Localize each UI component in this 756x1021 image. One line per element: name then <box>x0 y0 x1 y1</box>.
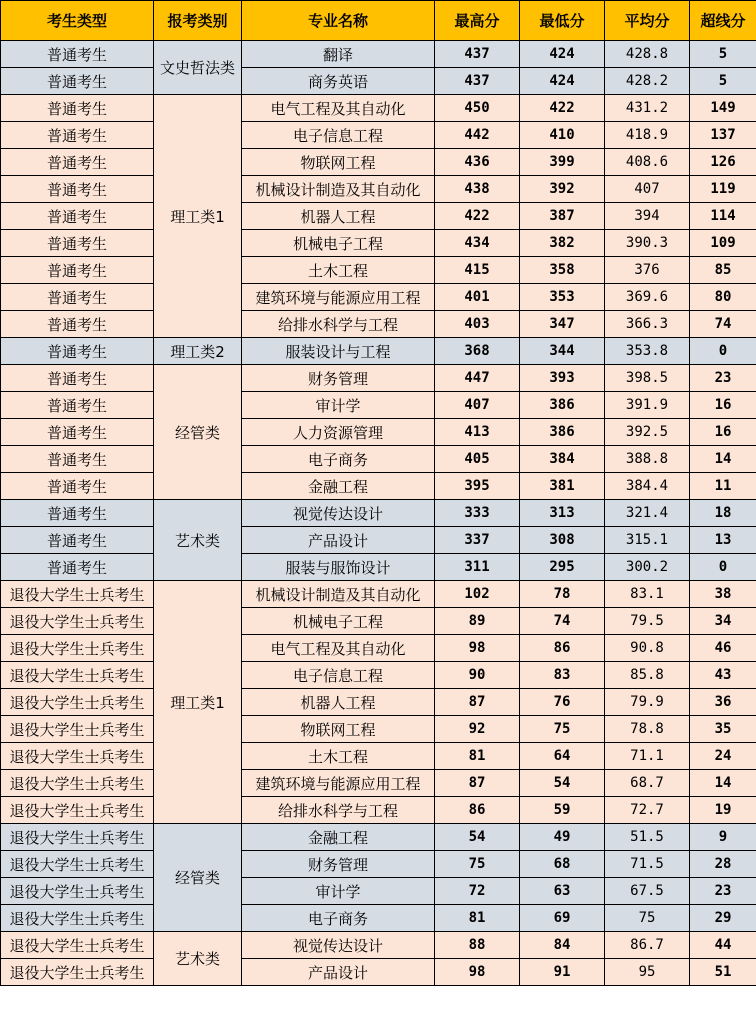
table-row <box>1 203 756 230</box>
max-score-cell: 98 <box>435 635 520 662</box>
over-line-cell: 126 <box>690 149 756 176</box>
candidate-type-cell: 退役大学生士兵考生 <box>1 743 154 770</box>
min-score-cell: 308 <box>520 527 605 554</box>
min-score-cell: 76 <box>520 689 605 716</box>
over-line-cell: 18 <box>690 500 756 527</box>
max-score-cell: 88 <box>435 932 520 959</box>
candidate-type-cell: 普通考生 <box>1 176 154 203</box>
candidate-type-cell: 退役大学生士兵考生 <box>1 797 154 824</box>
table-row <box>1 689 756 716</box>
max-score-cell: 92 <box>435 716 520 743</box>
over-line-cell: 51 <box>690 959 756 986</box>
max-score-cell: 395 <box>435 473 520 500</box>
avg-score-cell: 95 <box>605 959 690 986</box>
avg-score-cell: 394 <box>605 203 690 230</box>
major-cell: 机械设计制造及其自动化 <box>242 176 435 203</box>
max-score-cell: 450 <box>435 95 520 122</box>
major-cell: 机器人工程 <box>242 203 435 230</box>
max-score-cell: 102 <box>435 581 520 608</box>
min-score-cell: 344 <box>520 338 605 365</box>
avg-score-cell: 428.2 <box>605 68 690 95</box>
over-line-cell: 114 <box>690 203 756 230</box>
max-score-cell: 415 <box>435 257 520 284</box>
over-line-cell: 149 <box>690 95 756 122</box>
max-score-cell: 81 <box>435 743 520 770</box>
min-score-cell: 68 <box>520 851 605 878</box>
min-score-cell: 424 <box>520 41 605 68</box>
max-score-cell: 333 <box>435 500 520 527</box>
table-row <box>1 770 756 797</box>
max-score-cell: 81 <box>435 905 520 932</box>
avg-score-cell: 300.2 <box>605 554 690 581</box>
min-score-cell: 64 <box>520 743 605 770</box>
major-cell: 机械电子工程 <box>242 230 435 257</box>
candidate-type-cell: 普通考生 <box>1 311 154 338</box>
candidate-type-cell: 普通考生 <box>1 527 154 554</box>
major-cell: 给排水科学与工程 <box>242 797 435 824</box>
table-row <box>1 41 756 68</box>
major-cell: 金融工程 <box>242 824 435 851</box>
table-row <box>1 338 756 365</box>
header-candidate-type: 考生类型 <box>1 1 154 41</box>
candidate-type-cell: 普通考生 <box>1 95 154 122</box>
table-row <box>1 176 756 203</box>
candidate-type-cell: 普通考生 <box>1 446 154 473</box>
table-row <box>1 608 756 635</box>
major-cell: 产品设计 <box>242 527 435 554</box>
over-line-cell: 74 <box>690 311 756 338</box>
table-row <box>1 392 756 419</box>
major-cell: 商务英语 <box>242 68 435 95</box>
avg-score-cell: 83.1 <box>605 581 690 608</box>
table-row <box>1 95 756 122</box>
major-cell: 给排水科学与工程 <box>242 311 435 338</box>
over-line-cell: 43 <box>690 662 756 689</box>
avg-score-cell: 78.8 <box>605 716 690 743</box>
over-line-cell: 13 <box>690 527 756 554</box>
avg-score-cell: 79.9 <box>605 689 690 716</box>
over-line-cell: 0 <box>690 338 756 365</box>
min-score-cell: 386 <box>520 392 605 419</box>
over-line-cell: 38 <box>690 581 756 608</box>
candidate-type-cell: 普通考生 <box>1 257 154 284</box>
table-row <box>1 419 756 446</box>
candidate-type-cell: 退役大学生士兵考生 <box>1 581 154 608</box>
table-row <box>1 446 756 473</box>
table-body <box>1 41 756 986</box>
header-category: 报考类别 <box>154 1 242 41</box>
over-line-cell: 9 <box>690 824 756 851</box>
min-score-cell: 381 <box>520 473 605 500</box>
header-major: 专业名称 <box>242 1 435 41</box>
candidate-type-cell: 普通考生 <box>1 365 154 392</box>
avg-score-cell: 86.7 <box>605 932 690 959</box>
candidate-type-cell: 退役大学生士兵考生 <box>1 824 154 851</box>
avg-score-cell: 376 <box>605 257 690 284</box>
major-cell: 人力资源管理 <box>242 419 435 446</box>
avg-score-cell: 75 <box>605 905 690 932</box>
header-over-line: 超线分 <box>690 1 756 41</box>
table-row <box>1 284 756 311</box>
table-row <box>1 851 756 878</box>
over-line-cell: 19 <box>690 797 756 824</box>
min-score-cell: 86 <box>520 635 605 662</box>
max-score-cell: 436 <box>435 149 520 176</box>
candidate-type-cell: 退役大学生士兵考生 <box>1 608 154 635</box>
candidate-type-cell: 普通考生 <box>1 392 154 419</box>
major-cell: 服装设计与工程 <box>242 338 435 365</box>
table-row <box>1 716 756 743</box>
table-row <box>1 311 756 338</box>
table-row <box>1 635 756 662</box>
candidate-type-cell: 退役大学生士兵考生 <box>1 851 154 878</box>
major-cell: 审计学 <box>242 392 435 419</box>
min-score-cell: 91 <box>520 959 605 986</box>
avg-score-cell: 428.8 <box>605 41 690 68</box>
avg-score-cell: 72.7 <box>605 797 690 824</box>
candidate-type-cell: 普通考生 <box>1 41 154 68</box>
min-score-cell: 393 <box>520 365 605 392</box>
over-line-cell: 85 <box>690 257 756 284</box>
min-score-cell: 63 <box>520 878 605 905</box>
max-score-cell: 311 <box>435 554 520 581</box>
min-score-cell: 83 <box>520 662 605 689</box>
over-line-cell: 29 <box>690 905 756 932</box>
major-cell: 土木工程 <box>242 743 435 770</box>
table-row <box>1 500 756 527</box>
over-line-cell: 5 <box>690 41 756 68</box>
category-cell: 理工类2 <box>154 338 242 365</box>
candidate-type-cell: 退役大学生士兵考生 <box>1 905 154 932</box>
min-score-cell: 313 <box>520 500 605 527</box>
avg-score-cell: 315.1 <box>605 527 690 554</box>
min-score-cell: 54 <box>520 770 605 797</box>
avg-score-cell: 85.8 <box>605 662 690 689</box>
max-score-cell: 75 <box>435 851 520 878</box>
over-line-cell: 35 <box>690 716 756 743</box>
major-cell: 财务管理 <box>242 851 435 878</box>
header-row <box>1 1 756 41</box>
major-cell: 财务管理 <box>242 365 435 392</box>
over-line-cell: 80 <box>690 284 756 311</box>
over-line-cell: 16 <box>690 392 756 419</box>
over-line-cell: 0 <box>690 554 756 581</box>
over-line-cell: 44 <box>690 932 756 959</box>
candidate-type-cell: 退役大学生士兵考生 <box>1 959 154 986</box>
header-avg-score: 平均分 <box>605 1 690 41</box>
candidate-type-cell: 普通考生 <box>1 230 154 257</box>
min-score-cell: 386 <box>520 419 605 446</box>
avg-score-cell: 353.8 <box>605 338 690 365</box>
candidate-type-cell: 退役大学生士兵考生 <box>1 932 154 959</box>
max-score-cell: 86 <box>435 797 520 824</box>
candidate-type-cell: 普通考生 <box>1 203 154 230</box>
max-score-cell: 368 <box>435 338 520 365</box>
avg-score-cell: 390.3 <box>605 230 690 257</box>
max-score-cell: 87 <box>435 689 520 716</box>
table-row <box>1 257 756 284</box>
avg-score-cell: 71.5 <box>605 851 690 878</box>
candidate-type-cell: 普通考生 <box>1 338 154 365</box>
max-score-cell: 422 <box>435 203 520 230</box>
major-cell: 电子信息工程 <box>242 122 435 149</box>
min-score-cell: 74 <box>520 608 605 635</box>
candidate-type-cell: 普通考生 <box>1 473 154 500</box>
min-score-cell: 392 <box>520 176 605 203</box>
avg-score-cell: 388.8 <box>605 446 690 473</box>
major-cell: 机器人工程 <box>242 689 435 716</box>
min-score-cell: 424 <box>520 68 605 95</box>
max-score-cell: 90 <box>435 662 520 689</box>
table-row <box>1 230 756 257</box>
major-cell: 电子商务 <box>242 905 435 932</box>
max-score-cell: 54 <box>435 824 520 851</box>
table-row <box>1 122 756 149</box>
avg-score-cell: 321.4 <box>605 500 690 527</box>
avg-score-cell: 67.5 <box>605 878 690 905</box>
max-score-cell: 447 <box>435 365 520 392</box>
min-score-cell: 295 <box>520 554 605 581</box>
table-row <box>1 365 756 392</box>
avg-score-cell: 90.8 <box>605 635 690 662</box>
over-line-cell: 137 <box>690 122 756 149</box>
max-score-cell: 434 <box>435 230 520 257</box>
over-line-cell: 46 <box>690 635 756 662</box>
table-row <box>1 581 756 608</box>
table-row <box>1 527 756 554</box>
candidate-type-cell: 退役大学生士兵考生 <box>1 689 154 716</box>
table-header <box>1 1 756 41</box>
min-score-cell: 384 <box>520 446 605 473</box>
over-line-cell: 119 <box>690 176 756 203</box>
min-score-cell: 399 <box>520 149 605 176</box>
avg-score-cell: 369.6 <box>605 284 690 311</box>
min-score-cell: 353 <box>520 284 605 311</box>
candidate-type-cell: 普通考生 <box>1 554 154 581</box>
avg-score-cell: 418.9 <box>605 122 690 149</box>
table-row <box>1 905 756 932</box>
min-score-cell: 78 <box>520 581 605 608</box>
table-row <box>1 932 756 959</box>
major-cell: 翻译 <box>242 41 435 68</box>
table-row <box>1 824 756 851</box>
candidate-type-cell: 退役大学生士兵考生 <box>1 662 154 689</box>
major-cell: 建筑环境与能源应用工程 <box>242 770 435 797</box>
major-cell: 电气工程及其自动化 <box>242 95 435 122</box>
major-cell: 电子商务 <box>242 446 435 473</box>
candidate-type-cell: 退役大学生士兵考生 <box>1 716 154 743</box>
avg-score-cell: 392.5 <box>605 419 690 446</box>
category-cell: 理工类1 <box>154 95 242 338</box>
over-line-cell: 11 <box>690 473 756 500</box>
table-row <box>1 959 756 986</box>
category-cell: 文史哲法类 <box>154 41 242 95</box>
max-score-cell: 337 <box>435 527 520 554</box>
category-cell: 经管类 <box>154 365 242 500</box>
avg-score-cell: 68.7 <box>605 770 690 797</box>
major-cell: 机械电子工程 <box>242 608 435 635</box>
max-score-cell: 401 <box>435 284 520 311</box>
max-score-cell: 89 <box>435 608 520 635</box>
category-cell: 理工类1 <box>154 581 242 824</box>
table-row <box>1 743 756 770</box>
major-cell: 电子信息工程 <box>242 662 435 689</box>
max-score-cell: 438 <box>435 176 520 203</box>
category-cell: 经管类 <box>154 824 242 932</box>
min-score-cell: 69 <box>520 905 605 932</box>
header-max-score: 最高分 <box>435 1 520 41</box>
min-score-cell: 84 <box>520 932 605 959</box>
max-score-cell: 403 <box>435 311 520 338</box>
major-cell: 建筑环境与能源应用工程 <box>242 284 435 311</box>
avg-score-cell: 51.5 <box>605 824 690 851</box>
header-min-score: 最低分 <box>520 1 605 41</box>
major-cell: 物联网工程 <box>242 149 435 176</box>
over-line-cell: 36 <box>690 689 756 716</box>
table-row <box>1 149 756 176</box>
max-score-cell: 98 <box>435 959 520 986</box>
over-line-cell: 23 <box>690 878 756 905</box>
over-line-cell: 109 <box>690 230 756 257</box>
min-score-cell: 75 <box>520 716 605 743</box>
candidate-type-cell: 普通考生 <box>1 149 154 176</box>
candidate-type-cell: 退役大学生士兵考生 <box>1 635 154 662</box>
candidate-type-cell: 普通考生 <box>1 284 154 311</box>
max-score-cell: 413 <box>435 419 520 446</box>
min-score-cell: 382 <box>520 230 605 257</box>
max-score-cell: 87 <box>435 770 520 797</box>
max-score-cell: 437 <box>435 41 520 68</box>
min-score-cell: 387 <box>520 203 605 230</box>
min-score-cell: 358 <box>520 257 605 284</box>
candidate-type-cell: 退役大学生士兵考生 <box>1 878 154 905</box>
max-score-cell: 407 <box>435 392 520 419</box>
table-row <box>1 878 756 905</box>
max-score-cell: 72 <box>435 878 520 905</box>
over-line-cell: 14 <box>690 770 756 797</box>
major-cell: 土木工程 <box>242 257 435 284</box>
avg-score-cell: 366.3 <box>605 311 690 338</box>
table-row <box>1 68 756 95</box>
avg-score-cell: 384.4 <box>605 473 690 500</box>
avg-score-cell: 431.2 <box>605 95 690 122</box>
candidate-type-cell: 普通考生 <box>1 500 154 527</box>
over-line-cell: 16 <box>690 419 756 446</box>
over-line-cell: 14 <box>690 446 756 473</box>
min-score-cell: 347 <box>520 311 605 338</box>
major-cell: 物联网工程 <box>242 716 435 743</box>
category-cell: 艺术类 <box>154 932 242 986</box>
table-row <box>1 473 756 500</box>
major-cell: 电气工程及其自动化 <box>242 635 435 662</box>
max-score-cell: 405 <box>435 446 520 473</box>
major-cell: 视觉传达设计 <box>242 932 435 959</box>
major-cell: 机械设计制造及其自动化 <box>242 581 435 608</box>
category-cell: 艺术类 <box>154 500 242 581</box>
avg-score-cell: 407 <box>605 176 690 203</box>
candidate-type-cell: 普通考生 <box>1 68 154 95</box>
major-cell: 视觉传达设计 <box>242 500 435 527</box>
table-row <box>1 554 756 581</box>
avg-score-cell: 79.5 <box>605 608 690 635</box>
max-score-cell: 437 <box>435 68 520 95</box>
avg-score-cell: 398.5 <box>605 365 690 392</box>
over-line-cell: 28 <box>690 851 756 878</box>
candidate-type-cell: 普通考生 <box>1 122 154 149</box>
candidate-type-cell: 普通考生 <box>1 419 154 446</box>
over-line-cell: 23 <box>690 365 756 392</box>
avg-score-cell: 71.1 <box>605 743 690 770</box>
table-row <box>1 797 756 824</box>
min-score-cell: 59 <box>520 797 605 824</box>
major-cell: 产品设计 <box>242 959 435 986</box>
table-row <box>1 662 756 689</box>
avg-score-cell: 391.9 <box>605 392 690 419</box>
avg-score-cell: 408.6 <box>605 149 690 176</box>
over-line-cell: 5 <box>690 68 756 95</box>
major-cell: 金融工程 <box>242 473 435 500</box>
max-score-cell: 442 <box>435 122 520 149</box>
min-score-cell: 49 <box>520 824 605 851</box>
major-cell: 服装与服饰设计 <box>242 554 435 581</box>
over-line-cell: 24 <box>690 743 756 770</box>
over-line-cell: 34 <box>690 608 756 635</box>
major-cell: 审计学 <box>242 878 435 905</box>
min-score-cell: 422 <box>520 95 605 122</box>
candidate-type-cell: 退役大学生士兵考生 <box>1 770 154 797</box>
min-score-cell: 410 <box>520 122 605 149</box>
